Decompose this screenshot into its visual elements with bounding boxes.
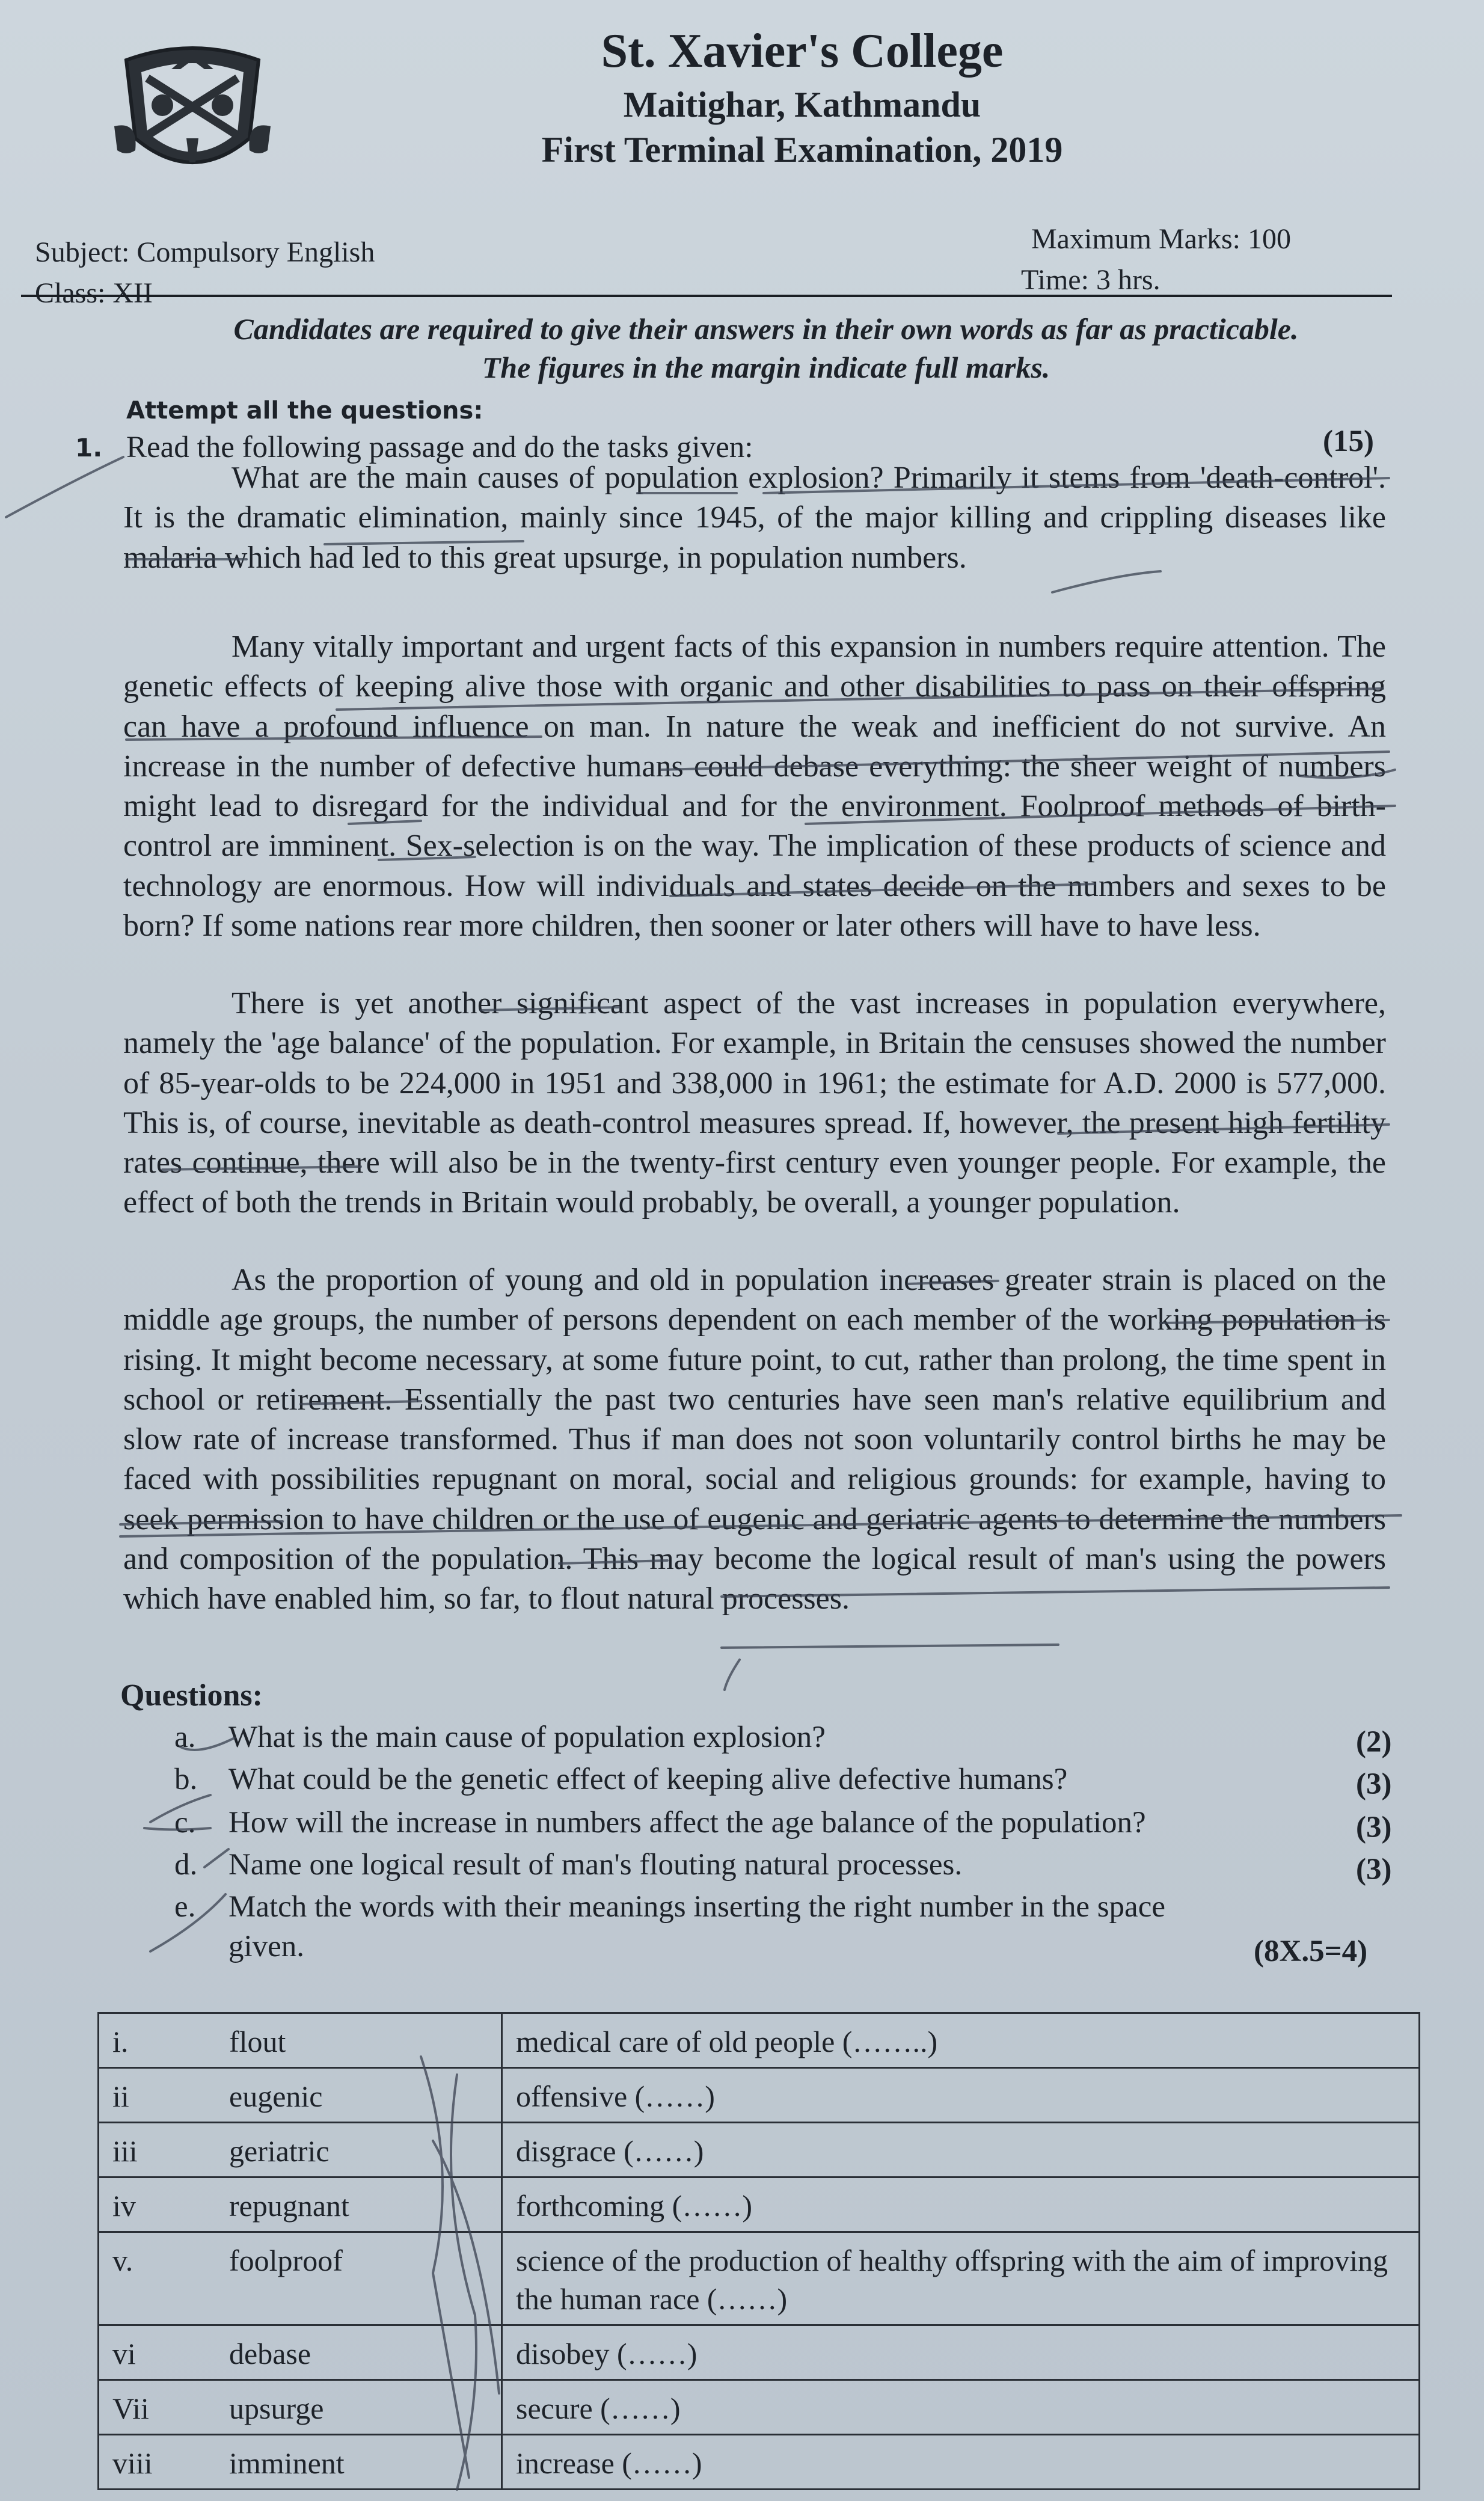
attempt-instruction: Attempt all the questions: (126, 397, 483, 425)
paragraph-text: As the proportion of young and old in population increases greater strain is placed on the middle age groups, the number of persons dependent on each member of the working population is rising. It might become necessary, at some future point, to cut, rather than prolong, the time spent in school or retirement. Essentially the past two centuries have seen man's relative equilibrium and slow rate of increase transformed. Thus if man does not soon voluntarily control births he may be faced with possibilities repugnant on moral, social and religious grounds: for example, having to seek permission to have children or the use of eugenic and geriatric agents to determine the numbers and composition of the population. This may become the logical result of man's using the powers which have enabled him, so far, to flout natural processes. (123, 1263, 1386, 1616)
max-marks-label: Maximum Marks: 100 (1031, 223, 1291, 255)
row-number: iii (99, 2123, 216, 2177)
college-name: St. Xavier's College (601, 25, 1004, 78)
row-word: geriatric (216, 2123, 502, 2177)
row-number: viii (99, 2435, 216, 2490)
question-marks: (3) (1356, 1853, 1392, 1886)
question-1-text: Read the following passage and do the tasks given: (126, 431, 753, 464)
question-text: What is the main cause of population explosion? (228, 1720, 826, 1754)
row-number: ii (99, 2068, 216, 2123)
question-text: How will the increase in numbers affect the age balance of the population? (228, 1806, 1146, 1840)
question-letter: c. (174, 1806, 196, 1840)
question-letter: b. (174, 1763, 198, 1796)
question-1-marks: (15) (1323, 425, 1374, 458)
passage-paragraph (123, 984, 1386, 1223)
question-text: Name one logical result of man's flouting natural processes. (228, 1848, 963, 1882)
row-number: Vii (99, 2380, 216, 2435)
time-label: Time: 3 hrs. (1021, 264, 1161, 296)
question-text: What could be the genetic effect of keeping alive defective humans? (228, 1763, 1068, 1796)
row-meaning: forthcoming (……) (502, 2177, 1420, 2232)
passage-paragraph (123, 627, 1386, 946)
class-label: Class: XII (35, 277, 153, 309)
table-row (99, 2325, 1420, 2380)
question-letter: a. (174, 1720, 196, 1754)
row-meaning: science of the production of healthy offspring with the aim of improving the human race (……) (502, 2232, 1420, 2325)
paragraph-text: Many vitally important and urgent facts of this expansion in numbers require attention. The genetic effects of keeping alive those with organic and other disabilities to pass on their offspring can have a profound influence on man. In nature the weak and inefficient do not survive. An increase in the number of defective humans could debase everything: the sheer weight of numbers might lead to disregard for the individual and for the environment. Foolproof methods of birth-control are imminent. Sex-selection is on the way. The implication of these products of science and technology are enormous. How will individuals and states decide on the numbers and sexes to be born? If some nations rear more children, then sooner or later others will have to have less. (123, 630, 1386, 944)
table-row (99, 2435, 1420, 2490)
table-row (99, 2232, 1420, 2325)
college-location: Maitighar, Kathmandu (623, 85, 981, 124)
paragraph-text: There is yet another significant aspect of the vast increases in population everywhere, namely the 'age balance' of the population. For example, in Britain the censuses showed the number of 85-year-olds to be 224,000 in 1951 and 338,000 in 1961; the estimate for A.D. 2000 is 577,000. This is, of course, inevitable as death-control measures spread. If, however, the present high fertility rates continue, there will also be in the twenty-first century even younger people. For example, the effect of both the trends in Britain would probably, be overall, a younger population. (123, 986, 1386, 1220)
table-row (99, 2068, 1420, 2123)
row-number: v. (99, 2232, 216, 2325)
header-divider (21, 295, 1392, 297)
row-word: debase (216, 2325, 502, 2380)
subject-label: Subject: Compulsory English (35, 236, 375, 268)
row-word: foolproof (216, 2232, 502, 2325)
row-word: flout (216, 2013, 502, 2068)
row-meaning: increase (……) (502, 2435, 1420, 2490)
table-row (99, 2380, 1420, 2435)
exam-title: First Terminal Examination, 2019 (541, 130, 1063, 170)
question-text: Match the words with their meanings inserting the right number in the space (228, 1890, 1165, 1924)
row-meaning: offensive (……) (502, 2068, 1420, 2123)
table-row (99, 2177, 1420, 2232)
row-word: imminent (216, 2435, 502, 2490)
row-meaning: medical care of old people (……..) (502, 2013, 1420, 2068)
question-text-continued: given. (228, 1930, 305, 1963)
passage-paragraph (123, 1260, 1386, 1619)
question-letter: d. (174, 1848, 198, 1882)
table-row (99, 2123, 1420, 2177)
table-row (99, 2013, 1420, 2068)
row-number: i. (99, 2013, 216, 2068)
question-marks: (2) (1356, 1725, 1392, 1759)
question-1-number: 1. (75, 433, 103, 462)
row-number: iv (99, 2177, 216, 2232)
passage-paragraph (123, 458, 1386, 578)
row-word: upsurge (216, 2380, 502, 2435)
question-marks: (8X.5=4) (1254, 1935, 1368, 1968)
instruction-line-1: Candidates are required to give their answers in their own words as far as practicable. (233, 312, 1299, 346)
paragraph-text: What are the main causes of population explosion? Primarily it stems from 'death-control'. It is the dramatic elimination, mainly since 1945, of the major killing and crippling diseases like malaria which had led to this great upsurge, in population numbers. (123, 461, 1386, 575)
question-letter: e. (174, 1890, 196, 1924)
question-marks: (3) (1356, 1767, 1392, 1801)
questions-heading: Questions: (120, 1678, 263, 1713)
question-marks: (3) (1356, 1811, 1392, 1844)
row-meaning: secure (……) (502, 2380, 1420, 2435)
row-number: vi (99, 2325, 216, 2380)
match-table (97, 2012, 1420, 2490)
row-meaning: disobey (……) (502, 2325, 1420, 2380)
row-word: eugenic (216, 2068, 502, 2123)
instruction-line-2: The figures in the margin indicate full marks. (482, 351, 1050, 384)
row-word: repugnant (216, 2177, 502, 2232)
row-meaning: disgrace (……) (502, 2123, 1420, 2177)
